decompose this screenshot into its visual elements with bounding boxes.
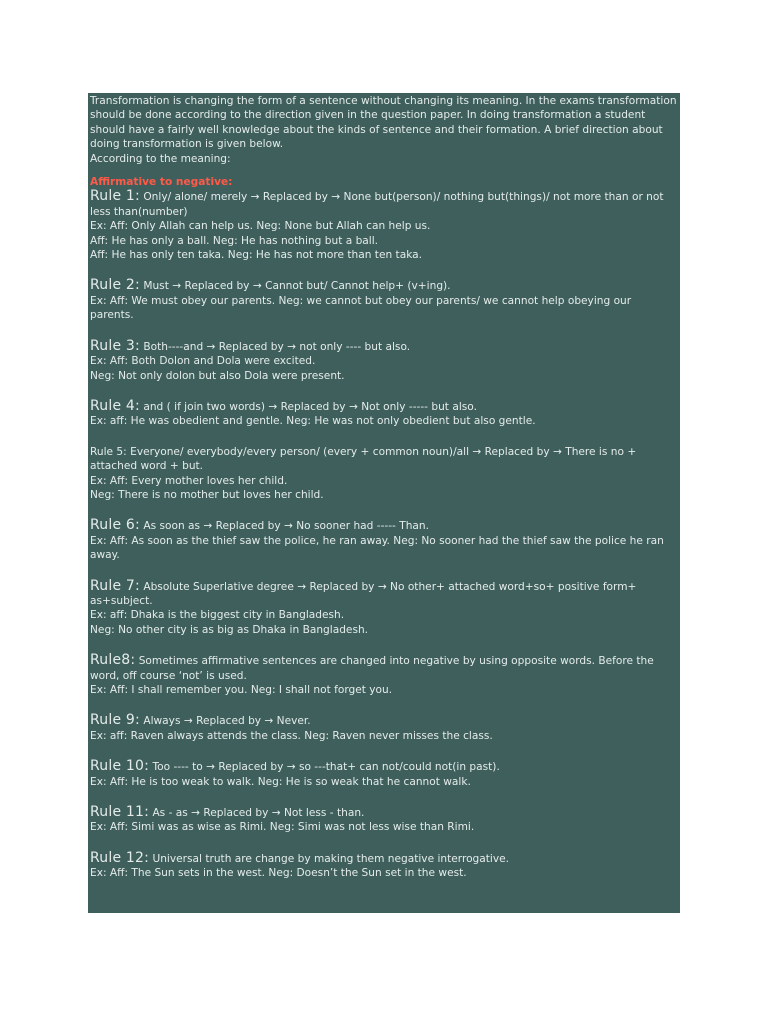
rule-title: Rule 12: — [90, 849, 150, 866]
rule-title: Rule 10: — [90, 758, 150, 775]
rule-spacer — [90, 502, 677, 518]
rule-block — [90, 278, 677, 322]
rule-line — [90, 445, 677, 474]
rule-title: Rule 7: — [90, 577, 140, 594]
rule-spacer — [90, 789, 677, 805]
rule-spacer — [90, 383, 677, 399]
rule-block — [90, 518, 677, 562]
rule-example: Ex: Aff: I shall remember you. Neg: I shall not forget you. — [90, 684, 393, 696]
rule-example: Ex: Aff: Both Dolon and Dola were excited. — [90, 355, 316, 368]
rule-text: and ( if join two words) → Replaced by → Not only ----- but also. — [143, 400, 477, 413]
rule-text: Always → Replaced by → Never. — [143, 715, 311, 728]
rule-title: Rule 6: — [90, 517, 140, 534]
rule-block — [90, 445, 677, 503]
rule-line — [90, 713, 677, 728]
rule-example: Ex: Aff: Only Allah can help us. Neg: None but Allah can help us. — [90, 220, 431, 233]
rule-example: Ex: Aff: The Sun sets in the west. Neg: Doesn’t the Sun set in the west. — [90, 867, 467, 880]
intro-subline: According to the meaning: — [90, 152, 231, 165]
rule-spacer — [90, 429, 677, 445]
rule-spacer — [90, 563, 677, 579]
document-panel — [88, 93, 680, 913]
rule-text: Everyone/ everybody/every person/ (every + common noun)/all → Replaced by → There is no + attached word + but. — [90, 445, 637, 473]
rule-example: Ex: Aff: Every mother loves her child. — [90, 474, 288, 487]
rule-line — [90, 579, 677, 609]
rule-example: Ex: aff: Raven always attends the class. Neg: Raven never misses the class. — [90, 729, 493, 742]
rule-title: Rule 4: — [90, 397, 140, 414]
rule-block — [90, 851, 677, 881]
section-heading: Affirmative to negative: — [90, 176, 233, 189]
rule-spacer — [90, 697, 677, 713]
rule-text: Both----and → Replaced by → not only ---- but also. — [143, 340, 411, 353]
rule-block — [90, 653, 677, 697]
rule-spacer — [90, 835, 677, 851]
rule-line — [90, 518, 677, 533]
rule-text: As - as → Replaced by → Not less - than. — [152, 807, 365, 820]
rule-text: Universal truth are change by making them negative interrogative. — [152, 852, 510, 865]
rule-example: Aff: He has only a ball. Neg: He has nothing but a ball. — [90, 234, 379, 247]
rule-spacer — [90, 323, 677, 339]
rule-line — [90, 653, 677, 683]
rule-title: Rule 9: — [90, 712, 140, 729]
intro-section — [90, 94, 677, 166]
rule-block — [90, 759, 677, 789]
rule-text: Sometimes affirmative sentences are changed into negative by using opposite words. Before the word, off course ‘not’ is used. — [90, 655, 654, 682]
rule-spacer — [90, 262, 677, 278]
rule-text: Only/ alone/ merely → Replaced by → None but(person)/ nothing but(things)/ not more than or not less than(number) — [90, 191, 664, 218]
rule-line — [90, 399, 677, 414]
rule-example: Neg: Not only dolon but also Dola were present. — [90, 369, 345, 382]
rule-title: Rule 11: — [90, 804, 150, 821]
rule-example: Neg: No other city is as big as Dhaka in Bangladesh. — [90, 623, 369, 636]
rule-text: As soon as → Replaced by → No sooner had ----- Than. — [143, 520, 429, 533]
rule-title: Rule8: — [90, 652, 136, 669]
rule-example: Ex: Aff: We must obey our parents. Neg: we cannot but obey our parents/ we cannot help obeying our parents. — [90, 294, 632, 322]
rule-line — [90, 805, 677, 820]
rule-block — [90, 713, 677, 743]
rule-block — [90, 579, 677, 638]
rule-line — [90, 851, 677, 866]
rule-example: Ex: Aff: He is too weak to walk. Neg: He is so weak that he cannot walk. — [90, 775, 471, 788]
rule-example: Aff: He has only ten taka. Neg: He has not more than ten taka. — [90, 249, 422, 262]
rule-text: Too ---- to → Replaced by → so ---that+ can not/could not(in past). — [152, 761, 500, 774]
rule-block — [90, 805, 677, 835]
rules-list — [90, 189, 677, 880]
rule-title: Rule 2: — [90, 277, 140, 294]
rule-line — [90, 759, 677, 774]
rule-spacer — [90, 743, 677, 759]
rule-line — [90, 189, 677, 219]
rule-block — [90, 399, 677, 429]
rule-text: Absolute Superlative degree → Replaced by → No other+ attached word+so+ positive form+ as+subject. — [90, 580, 637, 607]
rule-example: Ex: Aff: As soon as the thief saw the police, he ran away. Neg: No sooner had the thief saw the police he ran away. — [90, 534, 664, 562]
rule-example: Ex: Aff: Simi was as wise as Rimi. Neg: Simi was not less wise than Rimi. — [90, 821, 475, 834]
rule-text: Must → Replaced by → Cannot but/ Cannot help+ (v+ing). — [143, 280, 451, 293]
rule-title: Rule 5: — [90, 445, 127, 458]
rule-title: Rule 3: — [90, 337, 140, 354]
rule-example: Ex: aff: He was obedient and gentle. Neg: He was not only obedient but also gentle. — [90, 415, 536, 428]
rule-line — [90, 339, 677, 354]
rule-spacer — [90, 637, 677, 653]
intro-paragraph: Transformation is changing the form of a sentence without changing its meaning. In the exams transformation should be done according to the direction given in the question paper. In doing transformation a student should have a fairly well knowledge about the kinds of sentence and their formation. A brief direction about doing transformation is given below. — [90, 95, 677, 151]
rule-title: Rule 1: — [90, 188, 140, 205]
rule-example: Neg: There is no mother but loves her child. — [90, 488, 324, 501]
rule-block — [90, 339, 677, 383]
rule-example: Ex: aff: Dhaka is the biggest city in Bangladesh. — [90, 609, 345, 622]
rule-line — [90, 278, 677, 293]
rule-block — [90, 189, 677, 262]
